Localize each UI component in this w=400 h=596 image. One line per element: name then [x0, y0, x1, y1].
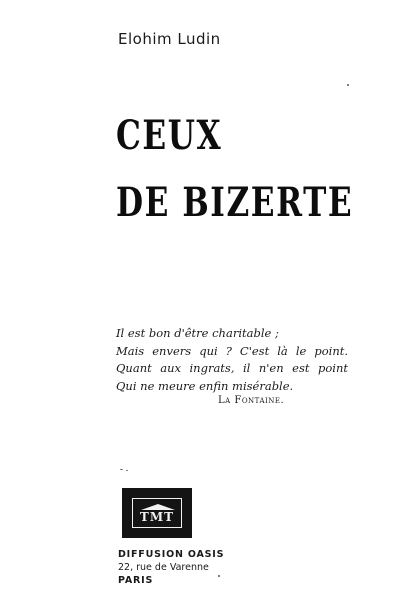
print-speck: [126, 470, 128, 471]
title-line-1: CEUX: [116, 112, 223, 159]
print-speck: [347, 84, 349, 86]
author-name: Elohim Ludin: [118, 30, 221, 48]
title-line-2: DE BIZERTE: [116, 179, 354, 226]
temple-icon: [132, 498, 182, 528]
epigraph: [116, 325, 366, 395]
publisher-name: DIFFUSION OASIS: [118, 549, 225, 560]
publisher-city: PARIS: [118, 575, 154, 586]
epigraph-line: Mais envers qui ? C'est là le point.: [116, 343, 348, 358]
publisher-address: 22, rue de Varenne: [118, 562, 209, 573]
epigraph-line: Qui ne meure enfin misérable.: [116, 378, 294, 393]
publisher-block: [118, 548, 224, 587]
epigraph-attribution: La Fontaine.: [218, 395, 285, 406]
publisher-logo: [122, 488, 192, 538]
logo-text: TMT: [139, 510, 175, 524]
epigraph-line: Il est bon d'être charitable ;: [116, 326, 279, 340]
print-speck: [120, 469, 123, 470]
epigraph-line: Quant aux ingrats, il n'en est point: [116, 361, 348, 375]
